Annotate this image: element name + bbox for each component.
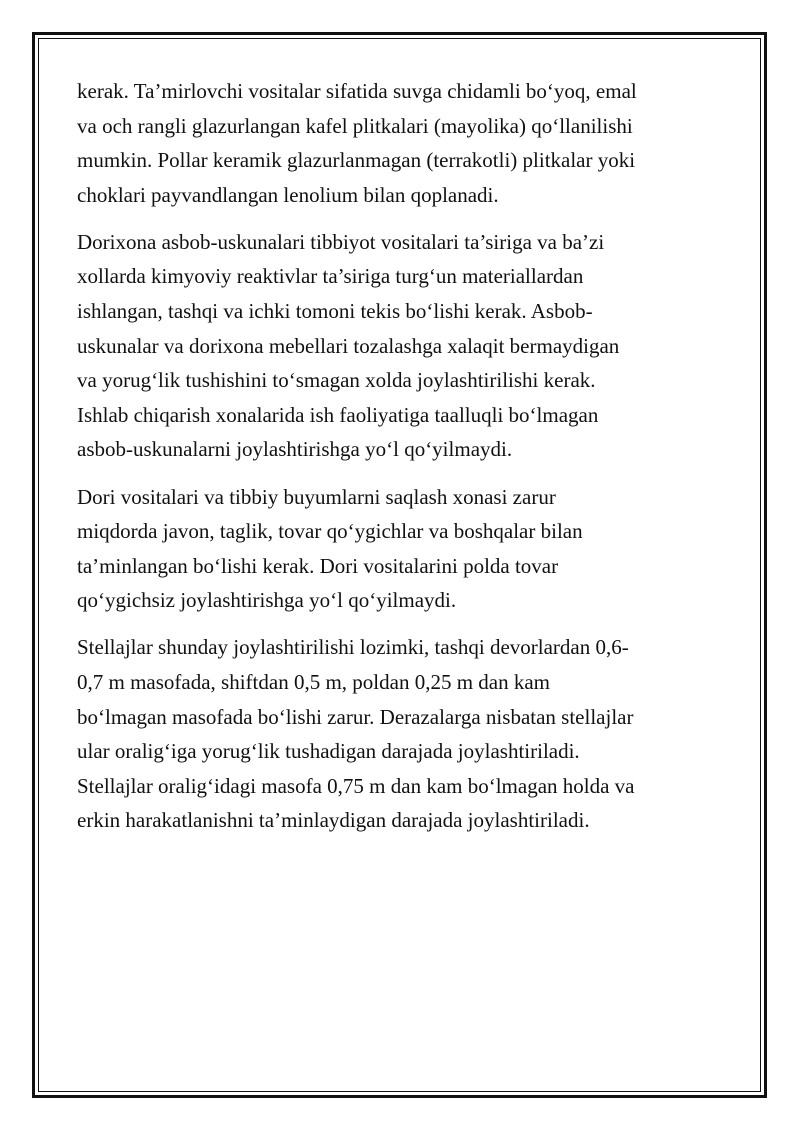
paragraph-1 [77, 74, 727, 212]
paragraph-4 [77, 630, 727, 838]
text-line: ular oralig‘iga yorug‘lik tushadigan darajada joylashtiriladi. [77, 739, 580, 764]
text-line: mumkin. Pollar keramik glazurlanmagan (terrakotli) plitkalar yoki [77, 148, 636, 173]
text-line: Dorixona asbob-uskunalari tibbiyot vositalari ta’siriga va ba’zi [77, 229, 605, 254]
text-line: uskunalar va dorixona mebellari tozalashga xalaqit bermaydigan [77, 333, 620, 358]
paragraph-2 [77, 225, 727, 467]
text-line: Ishlab chiqarish xonalarida ish faoliyatiga taalluqli bo‘lmagan [77, 402, 599, 427]
text-line: Stellajlar oralig‘idagi masofa 0,75 m dan kam bo‘lmagan holda va [77, 773, 635, 798]
text-line: va yorug‘lik tushishini to‘smagan xolda joylashtirilishi kerak. [77, 368, 596, 393]
text-line: qo‘ygichsiz joylashtirishga yo‘l qo‘yilmaydi. [77, 588, 457, 613]
text-line: 0,7 m masofada, shiftdan 0,5 m, poldan 0,25 m dan kam [77, 670, 551, 694]
text-line: erkin harakatlanishni ta’minlaydigan darajada joylashtiriladi. [77, 808, 590, 833]
text-line: Dori vositalari va tibbiy buyumlarni saqlash xonasi zarur [77, 484, 556, 509]
paragraph-3 [77, 480, 727, 618]
text-line: kerak. Ta’mirlovchi vositalar sifatida suvga chidamli bo‘yoq, emal [77, 79, 637, 103]
text-line: va och rangli glazurlangan kafel plitkalari (mayolika) qo‘llanilishi [77, 113, 633, 138]
text-line: ishlangan, tashqi va ichki tomoni tekis bo‘lishi kerak. Asbob- [77, 299, 593, 324]
text-line: choklari payvandlangan lenolium bilan qoplanadi. [77, 182, 499, 207]
text-line: xollarda kimyoviy reaktivlar ta’siriga turg‘un materiallardan [77, 264, 584, 289]
text-line: ta’minlangan bo‘lishi kerak. Dori vositalarini polda tovar [77, 553, 559, 578]
text-line: bo‘lmagan masofada bo‘lishi zarur. Derazalarga nisbatan stellajlar [77, 704, 634, 729]
text-line: Stellajlar shunday joylashtirilishi lozimki, tashqi devorlardan 0,6- [77, 635, 629, 660]
text-line: asbob-uskunalarni joylashtirishga yo‘l qo‘yilmaydi. [77, 437, 513, 462]
text-line: miqdorda javon, taglik, tovar qo‘ygichlar va boshqalar bilan [77, 519, 583, 544]
document-body [77, 74, 727, 850]
